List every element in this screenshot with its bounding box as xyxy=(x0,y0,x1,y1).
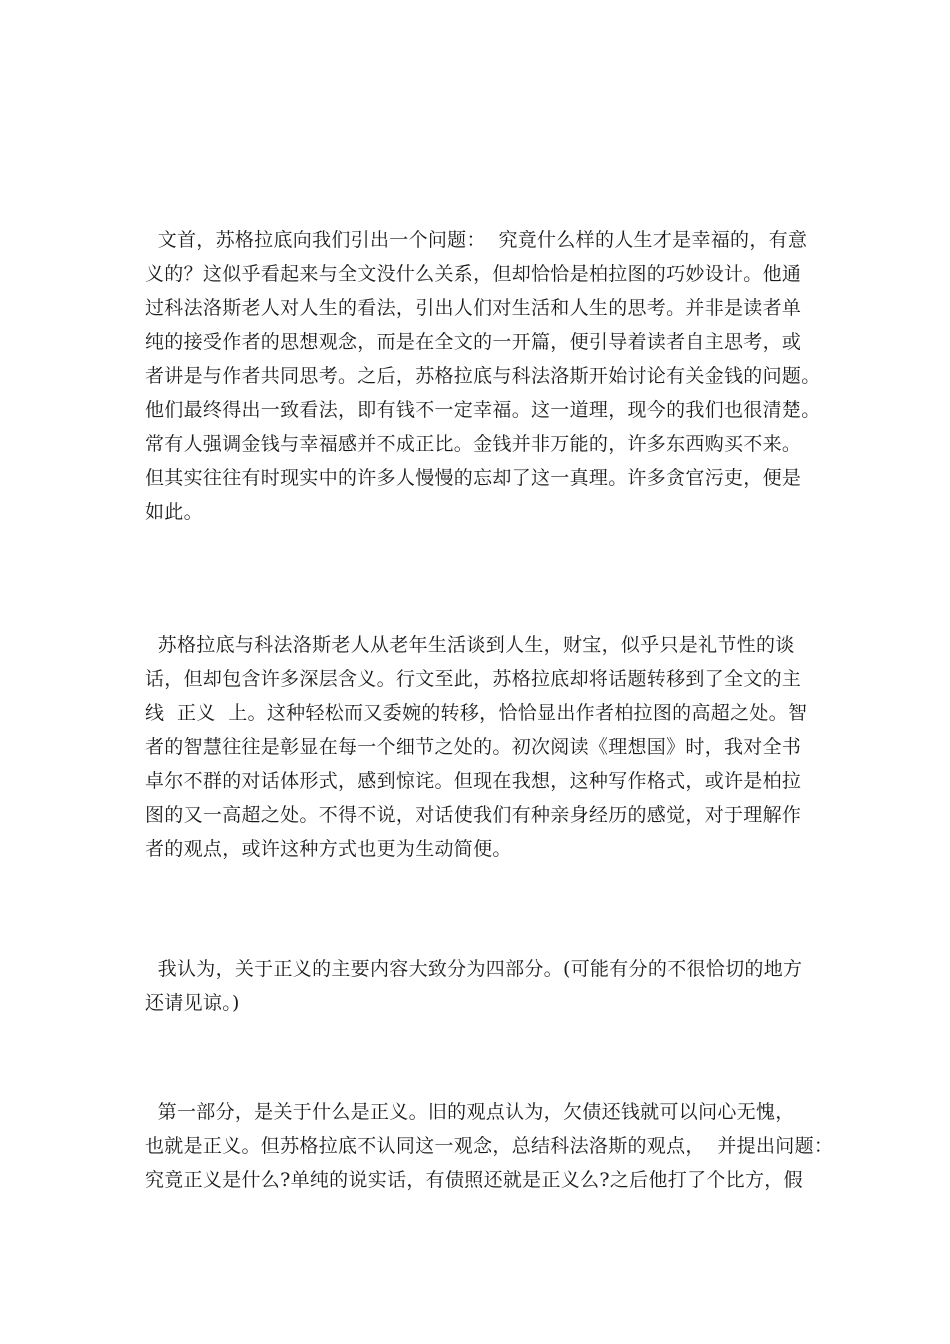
text-line: 过科法洛斯老人对人生的看法，引出人们对生活和人生的思考。并非是读者单 xyxy=(145,297,802,319)
text-line: 纯的接受作者的思想观念，而是在全文的一开篇，便引导着读者自主思考，或 xyxy=(145,331,802,353)
text-line: 线 正义 上。这种轻松而又委婉的转移，恰恰显出作者柏拉图的高超之处。智 xyxy=(145,702,808,724)
text-line: 但其实往往有时现实中的许多人慢慢的忘却了这一真理。许多贪官污吏，便是 xyxy=(145,467,802,489)
text-line: 常有人强调金钱与幸福感并不成正比。金钱并非万能的，许多东西购买不来。 xyxy=(145,433,802,455)
paragraph-3 xyxy=(145,952,825,1020)
text-line: 者的智慧往往是彰显在每一个细节之处的。初次阅读《理想国》时，我对全书 xyxy=(145,736,802,758)
text-line: 第一部分，是关于什么是正义。旧的观点认为，欠债还钱就可以问心无愧， xyxy=(145,1101,795,1123)
text-line: 文首，苏格拉底向我们引出一个问题： 究竟什么样的人生才是幸福的，有意 xyxy=(145,229,808,251)
text-line: 如此。 xyxy=(145,501,203,523)
text-line: 者的观点，或许这种方式也更为生动简便。 xyxy=(145,838,512,860)
text-line: 卓尔不群的对话体形式，感到惊诧。但现在我想，这种写作格式，或许是柏拉 xyxy=(145,770,802,792)
paragraph-2 xyxy=(145,628,825,866)
text-line: 话，但却包含许多深层含义。行文至此，苏格拉底却将话题转移到了全文的主 xyxy=(145,668,802,690)
text-line: 者讲是与作者共同思考。之后，苏格拉底与科法洛斯开始讨论有关金钱的问题。 xyxy=(145,365,821,387)
text-line: 我认为，关于正义的主要内容大致分为四部分。(可能有分的不很恰切的地方 xyxy=(145,958,803,980)
text-line: 义的？这似乎看起来与全文没什么关系，但却恰恰是柏拉图的巧妙设计。他通 xyxy=(145,263,802,285)
text-line: 图的又一高超之处。不得不说，对话使我们有种亲身经历的感觉，对于理解作 xyxy=(145,804,802,826)
text-line: 究竟正义是什么?单纯的说实话，有债照还就是正义么?之后他打了个比方，假 xyxy=(145,1169,803,1191)
text-line: 他们最终得出一致看法，即有钱不一定幸福。这一道理，现今的我们也很清楚。 xyxy=(145,399,821,421)
paragraph-4 xyxy=(145,1095,834,1197)
paragraph-1 xyxy=(145,223,825,529)
text-line: 还请见谅。) xyxy=(145,992,240,1014)
text-line: 也就是正义。但苏格拉底不认同这一观念，总结科法洛斯的观点， 并提出问题： xyxy=(145,1135,834,1157)
text-line: 苏格拉底与科法洛斯老人从老年生活谈到人生，财宝，似乎只是礼节性的谈 xyxy=(145,634,795,656)
